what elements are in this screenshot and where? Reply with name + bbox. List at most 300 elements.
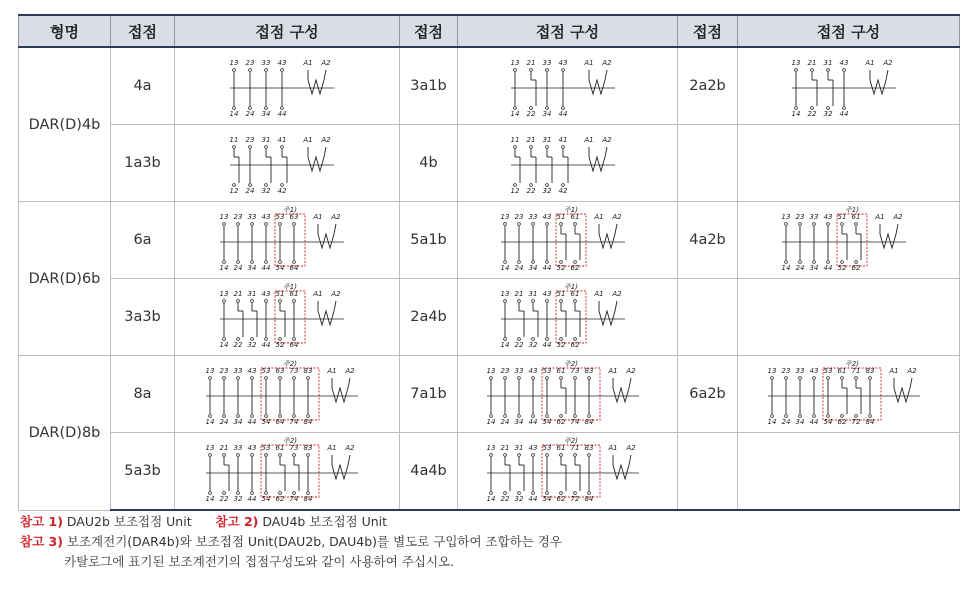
terminal-dot	[293, 377, 296, 380]
terminal-dot	[794, 69, 797, 72]
terminal-dot	[237, 223, 240, 226]
terminal-dot	[559, 300, 562, 303]
terminal-dot	[279, 492, 282, 495]
terminal-label-bottom: 52	[556, 264, 565, 272]
terminal-label-bottom: 34	[233, 418, 243, 426]
terminal-label-top: 71	[570, 444, 579, 452]
terminal-dot	[281, 146, 284, 149]
terminal-dot	[233, 107, 236, 110]
aux-unit-box	[275, 214, 305, 266]
terminal-dot	[812, 415, 815, 418]
terminal-dot	[559, 454, 562, 457]
coil-label-a2: A2	[625, 367, 636, 375]
terminal-label-bottom: 14	[500, 341, 509, 349]
terminal-label-bottom: 34	[261, 110, 271, 118]
type-cell: DAR(D)4b	[19, 47, 111, 202]
terminal-label-bottom: 32	[528, 341, 537, 349]
terminal-dot	[293, 492, 296, 495]
terminal-label-top: 13	[219, 290, 229, 298]
terminal-label-top: 31	[261, 136, 271, 144]
terminal-dot	[854, 261, 857, 264]
terminal-dot	[573, 377, 576, 380]
table-row	[19, 433, 960, 511]
terminal-dot	[840, 377, 843, 380]
terminal-dot	[279, 338, 282, 341]
coil-symbol	[332, 455, 350, 479]
terminal-dot	[251, 377, 254, 380]
contact-cell: 8a	[111, 356, 175, 433]
terminal-dot	[251, 338, 254, 341]
note-text: 보조계전기(DAR4b)와 보조접점 Unit(DAU2b, DAU4b)를 별도로 구입하여 조합하는 경우	[66, 534, 562, 549]
contact-cell-empty	[678, 125, 738, 202]
contact-cell-empty	[678, 433, 738, 511]
diagram-cell	[175, 356, 400, 433]
terminal-label-top: 31	[528, 290, 537, 298]
contact-diagram	[764, 358, 934, 430]
terminal-dot	[545, 492, 548, 495]
terminal-dot	[209, 454, 212, 457]
terminal-dot	[529, 184, 532, 187]
terminal-label-top: 23	[245, 136, 255, 144]
terminal-label-bottom: 22	[514, 341, 523, 349]
terminal-dot	[826, 377, 829, 380]
note-text: 카탈로그에 표기된 보조계전기의 접점구성도와 같이 사용하여 주십시오.	[64, 554, 455, 569]
terminal-dot	[265, 107, 268, 110]
aux-unit-note: 주2)	[283, 360, 297, 368]
coil-label-a2: A2	[321, 59, 331, 67]
coil-label-a1: A1	[607, 367, 618, 375]
aux-unit-box	[556, 214, 586, 266]
terminal-label-top: 73	[289, 367, 299, 375]
terminal-label-top: 61	[275, 444, 285, 452]
note-line	[20, 532, 562, 552]
diagram-cell	[458, 433, 678, 511]
terminal-dot	[573, 338, 576, 341]
terminal-label-bottom: 54	[261, 495, 271, 503]
terminal-label-bottom: 22	[526, 110, 535, 118]
terminal-dot	[840, 261, 843, 264]
terminal-dot	[503, 300, 506, 303]
terminal-label-top: 61	[570, 213, 579, 221]
terminal-label-top: 13	[219, 213, 229, 221]
terminal-label-bottom: 64	[289, 341, 299, 349]
diagram-cell	[175, 47, 400, 125]
terminal-dot	[249, 184, 252, 187]
terminal-label-top: 23	[219, 367, 229, 375]
terminal-label-top: 11	[229, 136, 239, 144]
terminal-dot	[223, 300, 226, 303]
terminal-label-bottom: 24	[781, 418, 790, 426]
terminal-label-bottom: 84	[584, 495, 593, 503]
terminal-label-bottom: 32	[261, 187, 271, 195]
contact-diagram	[216, 204, 358, 276]
terminal-label-top: 61	[556, 367, 565, 375]
terminal-label-top: 21	[514, 290, 523, 298]
terminal-label-top: 23	[781, 367, 790, 375]
terminal-dot	[770, 415, 773, 418]
terminal-dot	[265, 377, 268, 380]
terminal-dot	[573, 223, 576, 226]
terminal-dot	[587, 415, 590, 418]
aux-unit-note: 주1)	[844, 206, 859, 214]
terminal-label-bottom: 32	[247, 341, 257, 349]
note-ref: 참고 2)	[215, 514, 259, 529]
terminal-label-top: 23	[500, 367, 509, 375]
terminal-label-top: 61	[851, 213, 860, 221]
terminal-label-bottom: 14	[219, 341, 229, 349]
terminal-dot	[279, 454, 282, 457]
header-contact: 접점	[678, 15, 738, 47]
terminal-label-bottom: 62	[851, 264, 860, 272]
terminal-dot	[251, 415, 254, 418]
terminal-label-bottom: 14	[205, 418, 215, 426]
terminal-dot	[784, 261, 787, 264]
terminal-dot	[561, 146, 564, 149]
coil-label-a1: A1	[888, 367, 899, 375]
terminal-label-bottom: 52	[275, 341, 285, 349]
terminal-dot	[561, 107, 564, 110]
terminal-dot	[573, 300, 576, 303]
terminal-label-bottom: 54	[823, 418, 832, 426]
note-ref: 참고 1)	[20, 514, 63, 529]
terminal-label-bottom: 52	[556, 341, 565, 349]
terminal-label-bottom: 44	[809, 418, 818, 426]
terminal-label-top: 23	[245, 59, 255, 67]
terminal-label-top: 83	[865, 367, 874, 375]
contact-diagram	[483, 358, 653, 430]
terminal-label-bottom: 44	[528, 418, 537, 426]
header-config: 접점 구성	[458, 15, 678, 47]
terminal-dot	[812, 223, 815, 226]
coil-symbol	[613, 455, 631, 479]
terminal-dot	[223, 223, 226, 226]
terminal-dot	[307, 492, 310, 495]
terminal-label-bottom: 32	[514, 495, 523, 503]
terminal-dot	[531, 300, 534, 303]
terminal-dot	[545, 107, 548, 110]
terminal-label-bottom: 84	[303, 418, 313, 426]
terminal-dot	[265, 338, 268, 341]
diagram-cell	[458, 47, 678, 125]
coil-label-a2: A2	[625, 444, 636, 452]
type-cell: DAR(D)6b	[19, 202, 111, 356]
terminal-dot	[279, 377, 282, 380]
terminal-label-top: 33	[233, 367, 243, 375]
diagram-cell	[738, 202, 960, 279]
terminal-label-bottom: 84	[303, 495, 313, 503]
terminal-label-bottom: 34	[528, 264, 537, 272]
terminal-label-top: 83	[584, 444, 593, 452]
terminal-label-top: 43	[839, 59, 848, 67]
terminal-dot	[529, 107, 532, 110]
terminal-dot	[503, 377, 506, 380]
terminal-dot	[281, 69, 284, 72]
coil-label-a1: A1	[607, 444, 618, 452]
terminal-label-bottom: 24	[514, 264, 523, 272]
terminal-dot	[503, 223, 506, 226]
terminal-dot	[237, 492, 240, 495]
terminal-label-top: 21	[526, 136, 535, 144]
terminal-label-bottom: 14	[205, 495, 215, 503]
coil-label-a1: A1	[864, 59, 875, 67]
terminal-dot	[531, 454, 534, 457]
terminal-label-top: 43	[809, 367, 818, 375]
contact-cell: 3a3b	[111, 279, 175, 356]
terminal-label-bottom: 34	[247, 264, 257, 272]
terminal-dot	[293, 338, 296, 341]
header-contact: 접점	[400, 15, 458, 47]
coil-label-a2: A2	[611, 290, 622, 298]
terminal-label-top: 13	[781, 213, 790, 221]
terminal-dot	[517, 261, 520, 264]
note-ref: 참고 3)	[20, 534, 63, 549]
terminal-dot	[561, 69, 564, 72]
terminal-dot	[279, 415, 282, 418]
contact-cell: 2a4b	[400, 279, 458, 356]
terminal-label-top: 83	[303, 444, 313, 452]
terminal-dot	[840, 415, 843, 418]
terminal-dot	[503, 338, 506, 341]
terminal-dot	[531, 338, 534, 341]
terminal-dot	[842, 69, 845, 72]
terminal-label-top: 21	[233, 290, 243, 298]
terminal-dot	[545, 415, 548, 418]
terminal-label-bottom: 44	[542, 341, 551, 349]
terminal-dot	[531, 415, 534, 418]
terminal-label-bottom: 24	[245, 110, 255, 118]
terminal-label-top: 43	[528, 444, 537, 452]
terminal-label-bottom: 44	[247, 418, 257, 426]
table-row	[19, 279, 960, 356]
terminal-dot	[810, 69, 813, 72]
terminal-label-bottom: 14	[229, 110, 239, 118]
terminal-dot	[307, 454, 310, 457]
terminal-label-bottom: 14	[219, 264, 229, 272]
terminal-label-top: 33	[795, 367, 804, 375]
terminal-dot	[854, 223, 857, 226]
terminal-label-top: 43	[528, 367, 537, 375]
terminal-label-top: 53	[823, 367, 832, 375]
terminal-dot	[293, 261, 296, 264]
terminal-dot	[517, 492, 520, 495]
terminal-dot	[784, 415, 787, 418]
terminal-label-top: 83	[584, 367, 593, 375]
terminal-dot	[489, 415, 492, 418]
terminal-dot	[513, 184, 516, 187]
terminal-dot	[587, 377, 590, 380]
terminal-dot	[503, 261, 506, 264]
terminal-label-top: 31	[247, 290, 257, 298]
contact-diagram	[497, 204, 639, 276]
terminal-label-bottom: 22	[526, 187, 535, 195]
terminal-label-bottom: 44	[839, 110, 848, 118]
contact-cell: 4a2b	[678, 202, 738, 279]
terminal-label-top: 13	[500, 213, 509, 221]
terminal-dot	[503, 415, 506, 418]
terminal-dot	[503, 454, 506, 457]
terminal-dot	[281, 107, 284, 110]
terminal-label-top: 23	[233, 213, 243, 221]
terminal-label-top: 13	[791, 59, 800, 67]
coil-symbol	[613, 378, 631, 402]
terminal-label-top: 51	[556, 290, 565, 298]
terminal-dot	[587, 454, 590, 457]
diagram-cell	[175, 279, 400, 356]
terminal-dot	[868, 415, 871, 418]
contact-diagram	[216, 281, 358, 353]
terminal-dot	[233, 146, 236, 149]
terminal-dot	[209, 492, 212, 495]
terminal-label-bottom: 64	[289, 264, 299, 272]
terminal-dot	[826, 107, 829, 110]
terminal-label-top: 33	[809, 213, 818, 221]
terminal-label-top: 21	[526, 59, 535, 67]
terminal-dot	[545, 377, 548, 380]
terminal-dot	[531, 377, 534, 380]
terminal-dot	[251, 261, 254, 264]
terminal-dot	[545, 454, 548, 457]
terminal-label-bottom: 24	[219, 418, 229, 426]
terminal-dot	[237, 300, 240, 303]
coil-label-a1: A1	[583, 59, 594, 67]
terminal-dot	[798, 415, 801, 418]
terminal-label-bottom: 34	[514, 418, 523, 426]
coil-label-a1: A1	[327, 444, 337, 452]
terminal-dot	[265, 223, 268, 226]
terminal-dot	[237, 377, 240, 380]
table-row	[19, 125, 960, 202]
terminal-label-bottom: 54	[261, 418, 271, 426]
terminal-label-bottom: 62	[570, 341, 579, 349]
terminal-dot	[307, 415, 310, 418]
terminal-label-bottom: 84	[865, 418, 874, 426]
terminal-dot	[531, 261, 534, 264]
terminal-label-top: 11	[510, 136, 519, 144]
terminal-dot	[223, 261, 226, 264]
terminal-dot	[559, 377, 562, 380]
terminal-dot	[249, 69, 252, 72]
terminal-label-top: 33	[261, 59, 271, 67]
contact-config-table	[18, 14, 960, 511]
coil-label-a1: A1	[303, 59, 313, 67]
coil-label-a1: A1	[874, 213, 885, 221]
terminal-label-top: 73	[570, 367, 579, 375]
coil-label-a2: A2	[331, 290, 341, 298]
terminal-dot	[265, 454, 268, 457]
note-line	[20, 512, 562, 532]
terminal-label-top: 21	[219, 444, 229, 452]
terminal-label-top: 33	[233, 444, 243, 452]
terminal-dot	[293, 223, 296, 226]
terminal-dot	[810, 107, 813, 110]
terminal-label-bottom: 62	[837, 418, 846, 426]
terminal-label-bottom: 22	[807, 110, 816, 118]
terminal-dot	[307, 377, 310, 380]
diagram-cell-empty	[738, 279, 960, 356]
terminal-label-top: 31	[514, 444, 523, 452]
terminal-dot	[545, 338, 548, 341]
coil-label-a2: A2	[882, 59, 893, 67]
terminal-dot	[798, 261, 801, 264]
terminal-dot	[489, 492, 492, 495]
contact-diagram	[788, 50, 910, 122]
coil-label-a2: A2	[611, 213, 622, 221]
coil-symbol	[308, 147, 326, 171]
terminal-label-top: 43	[542, 290, 551, 298]
diagram-cell	[458, 202, 678, 279]
coil-symbol	[589, 147, 607, 171]
aux-unit-note: 주1)	[563, 206, 578, 214]
terminal-dot	[826, 69, 829, 72]
terminal-label-top: 13	[767, 367, 776, 375]
terminal-label-bottom: 52	[837, 264, 846, 272]
terminal-label-top: 63	[289, 213, 299, 221]
diagram-cell	[175, 125, 400, 202]
terminal-dot	[798, 223, 801, 226]
terminal-dot	[251, 454, 254, 457]
contact-cell: 6a	[111, 202, 175, 279]
contact-diagram	[483, 435, 653, 507]
terminal-dot	[559, 415, 562, 418]
aux-unit-box	[275, 291, 305, 343]
terminal-label-top: 61	[837, 367, 846, 375]
terminal-label-bottom: 74	[289, 495, 299, 503]
terminal-dot	[587, 492, 590, 495]
contact-cell: 7a1b	[400, 356, 458, 433]
terminal-dot	[237, 454, 240, 457]
terminal-label-bottom: 34	[809, 264, 818, 272]
terminal-dot	[279, 300, 282, 303]
terminal-label-bottom: 62	[556, 418, 565, 426]
terminal-label-top: 13	[486, 444, 495, 452]
terminal-label-bottom: 64	[275, 418, 285, 426]
type-cell: DAR(D)8b	[19, 356, 111, 511]
terminal-dot	[545, 184, 548, 187]
terminal-dot	[559, 492, 562, 495]
terminal-dot	[794, 107, 797, 110]
terminal-dot	[770, 377, 773, 380]
terminal-dot	[489, 454, 492, 457]
terminal-label-top: 31	[542, 136, 551, 144]
terminal-label-bottom: 24	[500, 418, 509, 426]
aux-unit-box	[542, 368, 600, 420]
contact-diagram	[226, 127, 348, 199]
terminal-label-bottom: 14	[510, 110, 519, 118]
terminal-label-top: 51	[837, 213, 846, 221]
terminal-label-top: 13	[500, 290, 509, 298]
terminal-label-bottom: 44	[261, 341, 271, 349]
aux-unit-box	[556, 291, 586, 343]
coil-symbol	[332, 378, 350, 402]
terminal-label-top: 51	[275, 290, 285, 298]
coil-label-a1: A1	[593, 213, 604, 221]
terminal-dot	[233, 69, 236, 72]
contact-diagram	[507, 127, 629, 199]
terminal-label-top: 51	[556, 213, 565, 221]
aux-unit-box	[823, 368, 881, 420]
terminal-label-top: 23	[514, 213, 523, 221]
coil-symbol	[599, 224, 617, 248]
terminal-label-bottom: 14	[767, 418, 776, 426]
diagram-cell	[458, 125, 678, 202]
terminal-dot	[868, 377, 871, 380]
terminal-dot	[293, 415, 296, 418]
header-contact: 접점	[111, 15, 175, 47]
terminal-label-top: 13	[510, 59, 519, 67]
contact-cell: 5a1b	[400, 202, 458, 279]
terminal-dot	[545, 69, 548, 72]
terminal-label-top: 43	[261, 213, 271, 221]
